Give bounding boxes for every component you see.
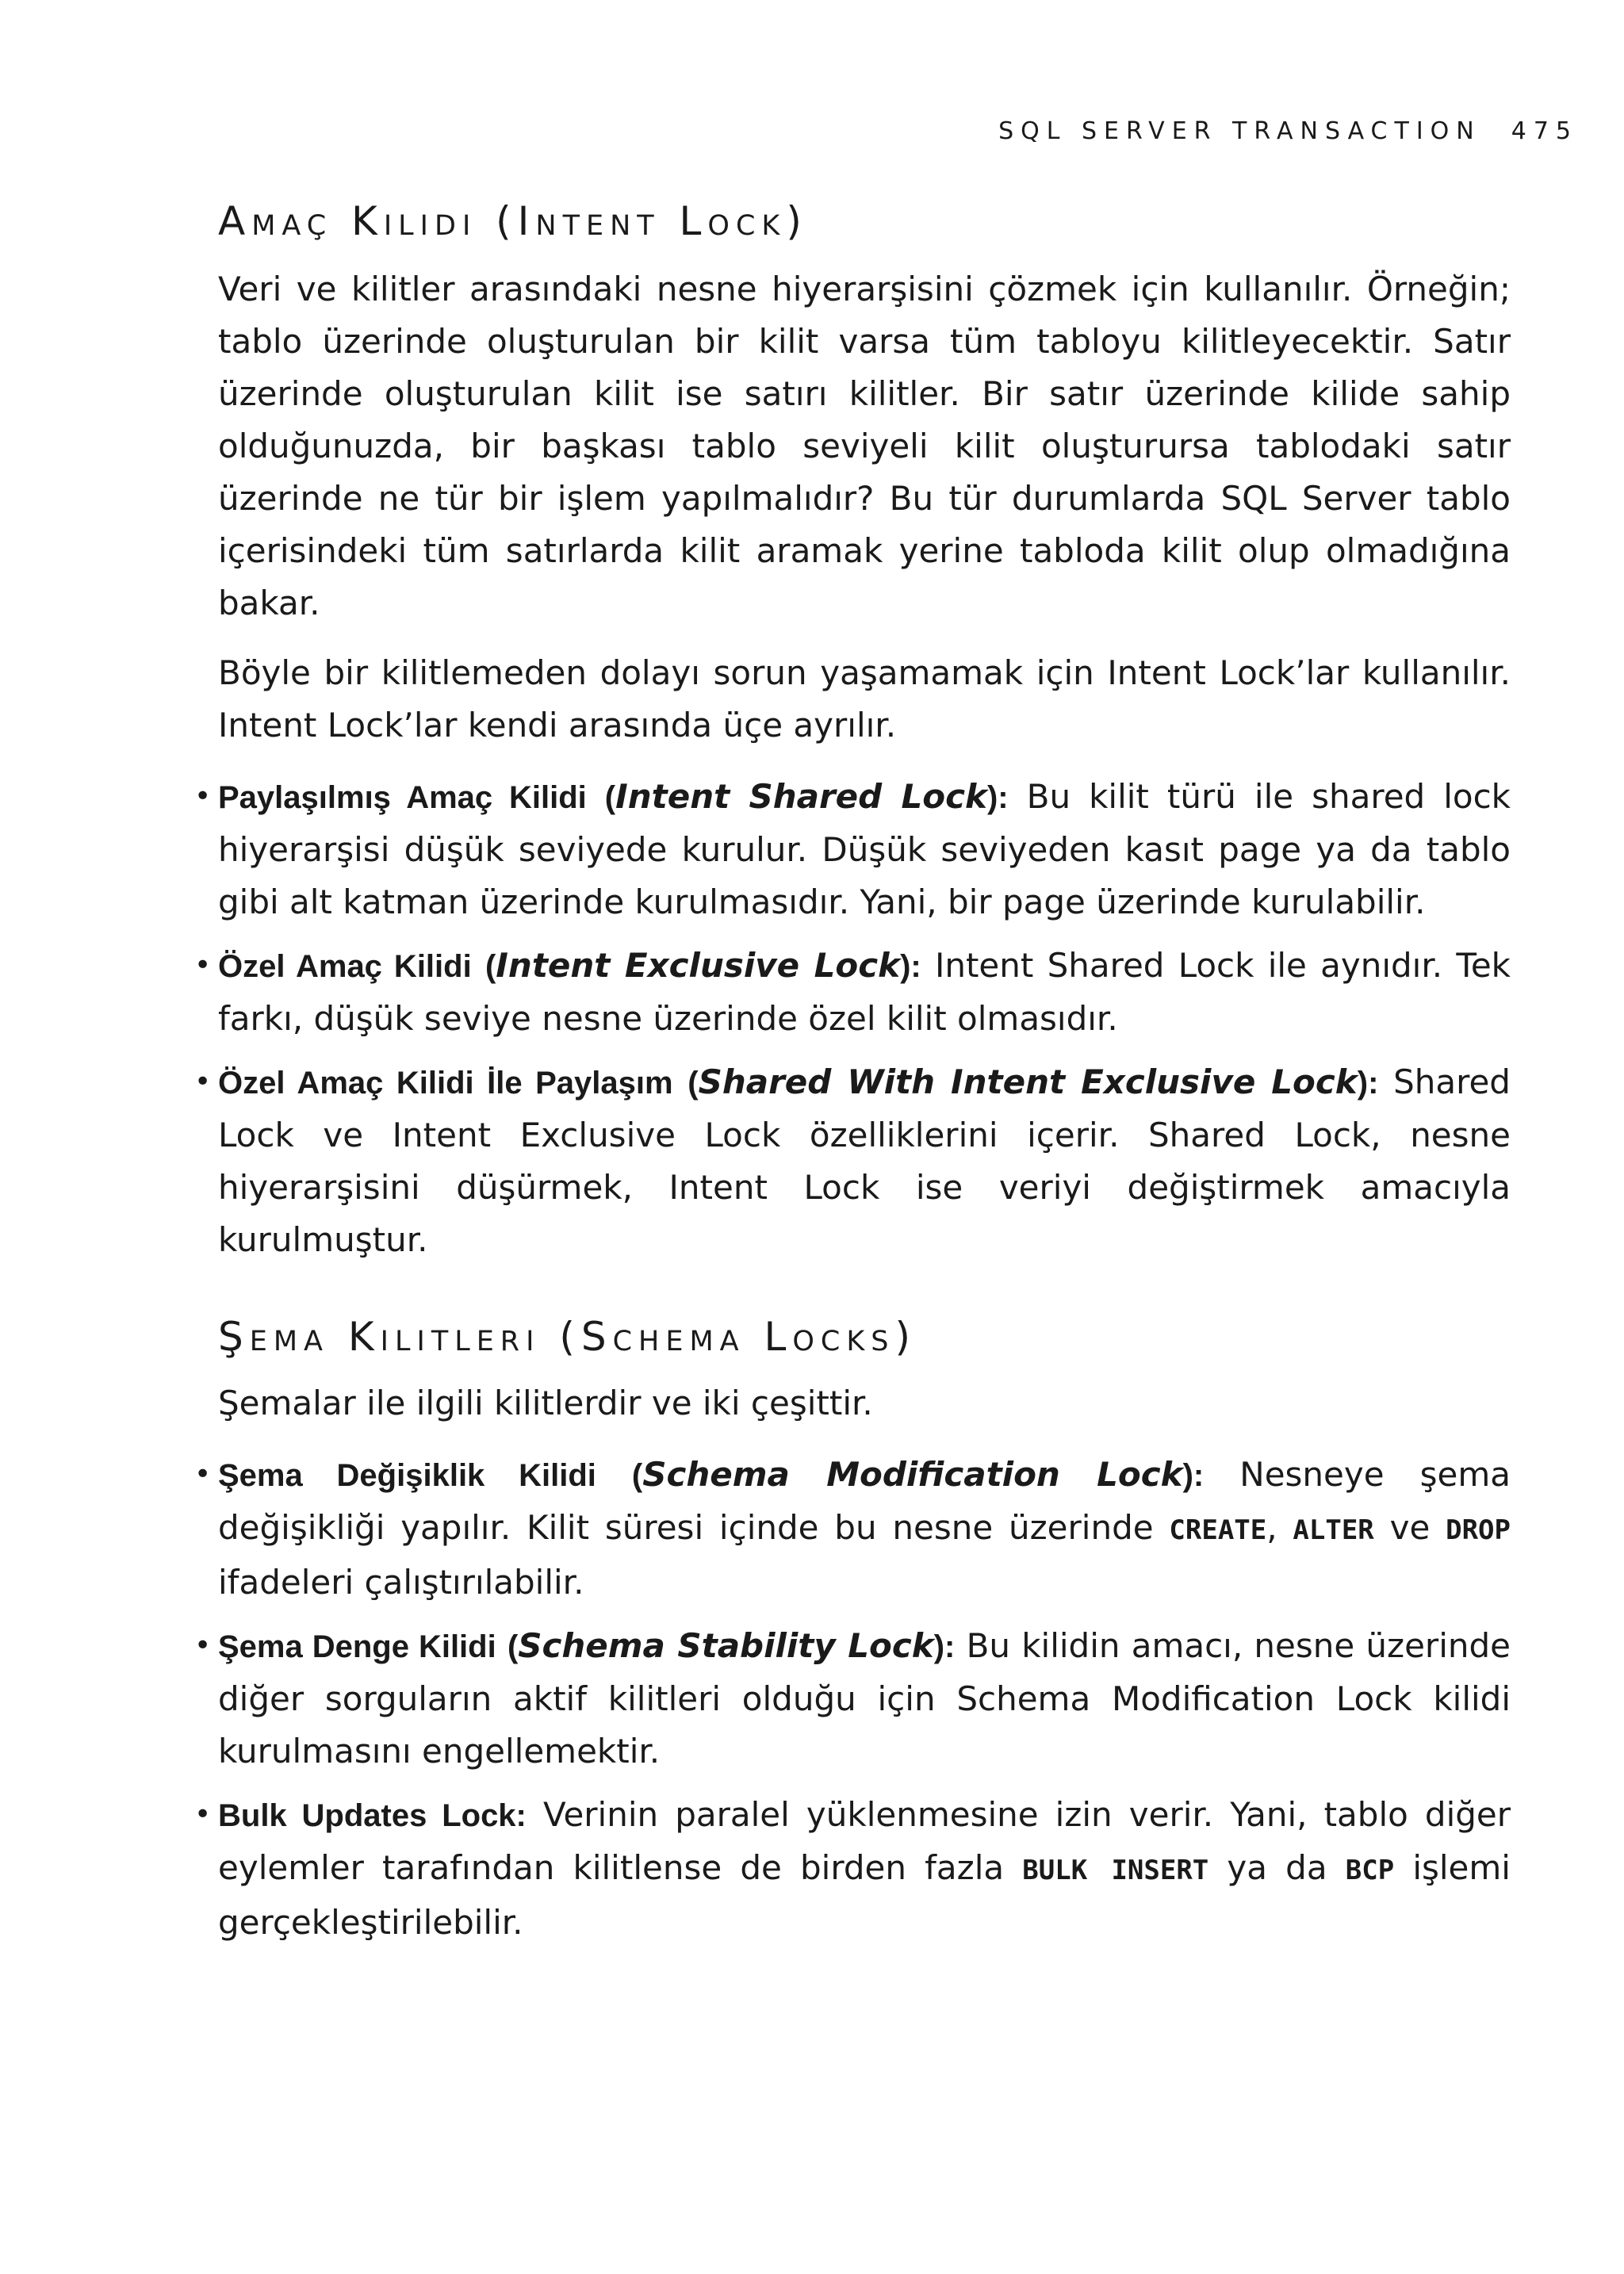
code-bcp: BCP xyxy=(1345,1855,1395,1886)
bullet-english-term: Intent Shared Lock xyxy=(615,777,987,816)
separator-text: , xyxy=(1266,1508,1293,1547)
bullet-text: Bu kilidin amacı, nesne üzerinde diğer sorguların aktif kilitleri olduğu için Schema Modification Lock kilidi kurulmasını engellemektir. xyxy=(218,1626,1511,1771)
intent-lock-list xyxy=(194,771,1511,1266)
bullet-english-term: Shared With Intent Exclusive Lock xyxy=(698,1062,1358,1101)
code-drop: DROP xyxy=(1446,1514,1511,1546)
bullet-text: Nesneye şema değişikliği yapılır. Kilit süresi içinde bu nesne üzerinde xyxy=(218,1455,1511,1547)
paragraph-schema-intro: Şemalar ile ilgili kilitlerdir ve iki çeşittir. xyxy=(218,1384,873,1422)
bullet-term: Paylaşılmış Amaç Kilidi xyxy=(218,780,587,815)
bullet-icon: • xyxy=(194,780,212,813)
page-number: 475 xyxy=(1511,117,1578,145)
paragraph-intent-types: Böyle bir kilitlemeden dolayı sorun yaşamamak için Intent Lock’lar kullanılır. Intent Lock’lar kendi arasında üçe ayrılır. xyxy=(218,653,1511,745)
bullet-icon: • xyxy=(194,1458,212,1491)
bullet-english-term: Intent Exclusive Lock xyxy=(496,946,901,985)
code-bulk-insert: BULK INSERT xyxy=(1022,1855,1209,1886)
bullet-term: Bulk Updates Lock: xyxy=(218,1798,527,1833)
list-item: • Özel Amaç Kilidi (Intent Exclusive Lock): Intent Shared Lock ile aynıdır. Tek farkı, düşük seviye nesne üzerinde özel kilit olmasıdır. xyxy=(218,940,1511,1045)
running-head xyxy=(912,117,1578,145)
code-create: CREATE xyxy=(1169,1514,1267,1546)
bullet-text: Verinin paralel yüklenmesine izin verir. Yani, tablo diğer eylemler tarafından kilitlense de birden fazla xyxy=(218,1795,1511,1887)
running-title: SQL SERVER TRANSACTION xyxy=(998,117,1481,145)
bullet-text: işlemi gerçekleştirilebilir. xyxy=(218,1848,1511,1942)
bullet-icon: • xyxy=(194,1629,212,1662)
bullet-term: Özel Amaç Kilidi İle Paylaşım xyxy=(218,1066,673,1101)
bullet-term: Şema Denge Kilidi xyxy=(218,1629,496,1664)
bullet-text: ve xyxy=(1373,1508,1446,1547)
bullet-term: Şema Değişiklik Kilidi xyxy=(218,1458,596,1493)
code-alter: ALTER xyxy=(1293,1514,1374,1546)
bullet-text: Bu kilit türü ile shared lock hiyerarşisi düşük seviyede kurulur. Düşük seviyeden kasıt page ya da tablo gibi alt katman üzerinde kurulmasıdır. Yani, bir page üzerinde kurulabilir. xyxy=(218,777,1511,921)
paragraph-intent-intro: Veri ve kilitler arasındaki nesne hiyerarşisini çözmek için kullanılır. Örneğin; tablo üzerinde oluşturulan bir kilit varsa tüm tabloyu kilitleyecektir. Satır üzerinde oluşturulan kilit ise satırı kilitler. Bir satır üzerinde kilide sahip olduğunuzda, bir başkası tablo seviyeli kilit oluşturursa tablodaki satır üzerinde ne tür bir işlem yapılmalıdır? Bu tür durumlarda SQL Server tablo içerisindeki tüm satırlarda kilit aramak yerine tabloda kilit olup olmadığına bakar. xyxy=(218,270,1511,622)
bullet-text: Shared Lock ve Intent Exclusive Lock özelliklerini içerir. Shared Lock, nesne hiyerarşisini düşürmek, Intent Lock ise veriyi değiştirmek amacıyla kurulmuştur. xyxy=(218,1062,1511,1259)
list-item: • Paylaşılmış Amaç Kilidi (Intent Shared Lock): Bu kilit türü ile shared lock hiyerarşisi düşük seviyede kurulur. Düşük seviyeden kasıt page ya da tablo gibi alt katman üzerinde kurulmasıdır. Yani, bir page üzerinde kurulabilir. xyxy=(218,771,1511,928)
bullet-text: ifadeleri çalıştırılabilir. xyxy=(218,1563,584,1602)
bullet-english-term: Schema Stability Lock xyxy=(518,1626,934,1665)
list-item: • Özel Amaç Kilidi İle Paylaşım (Shared With Intent Exclusive Lock): Shared Lock ve Intent Exclusive Lock özelliklerini içerir. Shared Lock, nesne hiyerarşisini düşürmek, Intent Lock ise veriyi değiştirmek amacıyla kurulmuştur. xyxy=(218,1056,1511,1266)
bullet-english-term: Schema Modification Lock xyxy=(642,1455,1183,1494)
bullet-text: Intent Shared Lock ile aynıdır. Tek farkı, düşük seviye nesne üzerinde özel kilit olmasıdır. xyxy=(218,946,1511,1038)
section-heading-schema-locks: Şema Kilitleri (Schema Locks) xyxy=(218,1314,917,1360)
bullet-text: ya da xyxy=(1208,1848,1346,1887)
section-heading-intent-lock: Amaç Kilidi (Intent Lock) xyxy=(218,198,808,244)
schema-lock-list xyxy=(194,1449,1511,1949)
list-item xyxy=(194,1789,1511,1949)
bullet-icon: • xyxy=(194,1066,212,1098)
bullet-icon: • xyxy=(194,1798,212,1831)
list-item: • Şema Değişiklik Kilidi (Schema Modification Lock): Nesneye şema değişikliği yapılır. Kilit süresi içinde bu nesne üzerinde CREATE, ALTER ve DROP ifadeleri çalıştırılabilir. xyxy=(218,1449,1511,1609)
list-item: • Şema Denge Kilidi (Schema Stability Lock): Bu kilidin amacı, nesne üzerinde diğer sorguların aktif kilitleri olduğu için Schema Modification Lock kilidi kurulmasını engellemektir. xyxy=(218,1620,1511,1778)
bullet-term: Özel Amaç Kilidi xyxy=(218,949,472,984)
page-content xyxy=(194,198,1511,1960)
bullet-icon: • xyxy=(194,949,212,982)
